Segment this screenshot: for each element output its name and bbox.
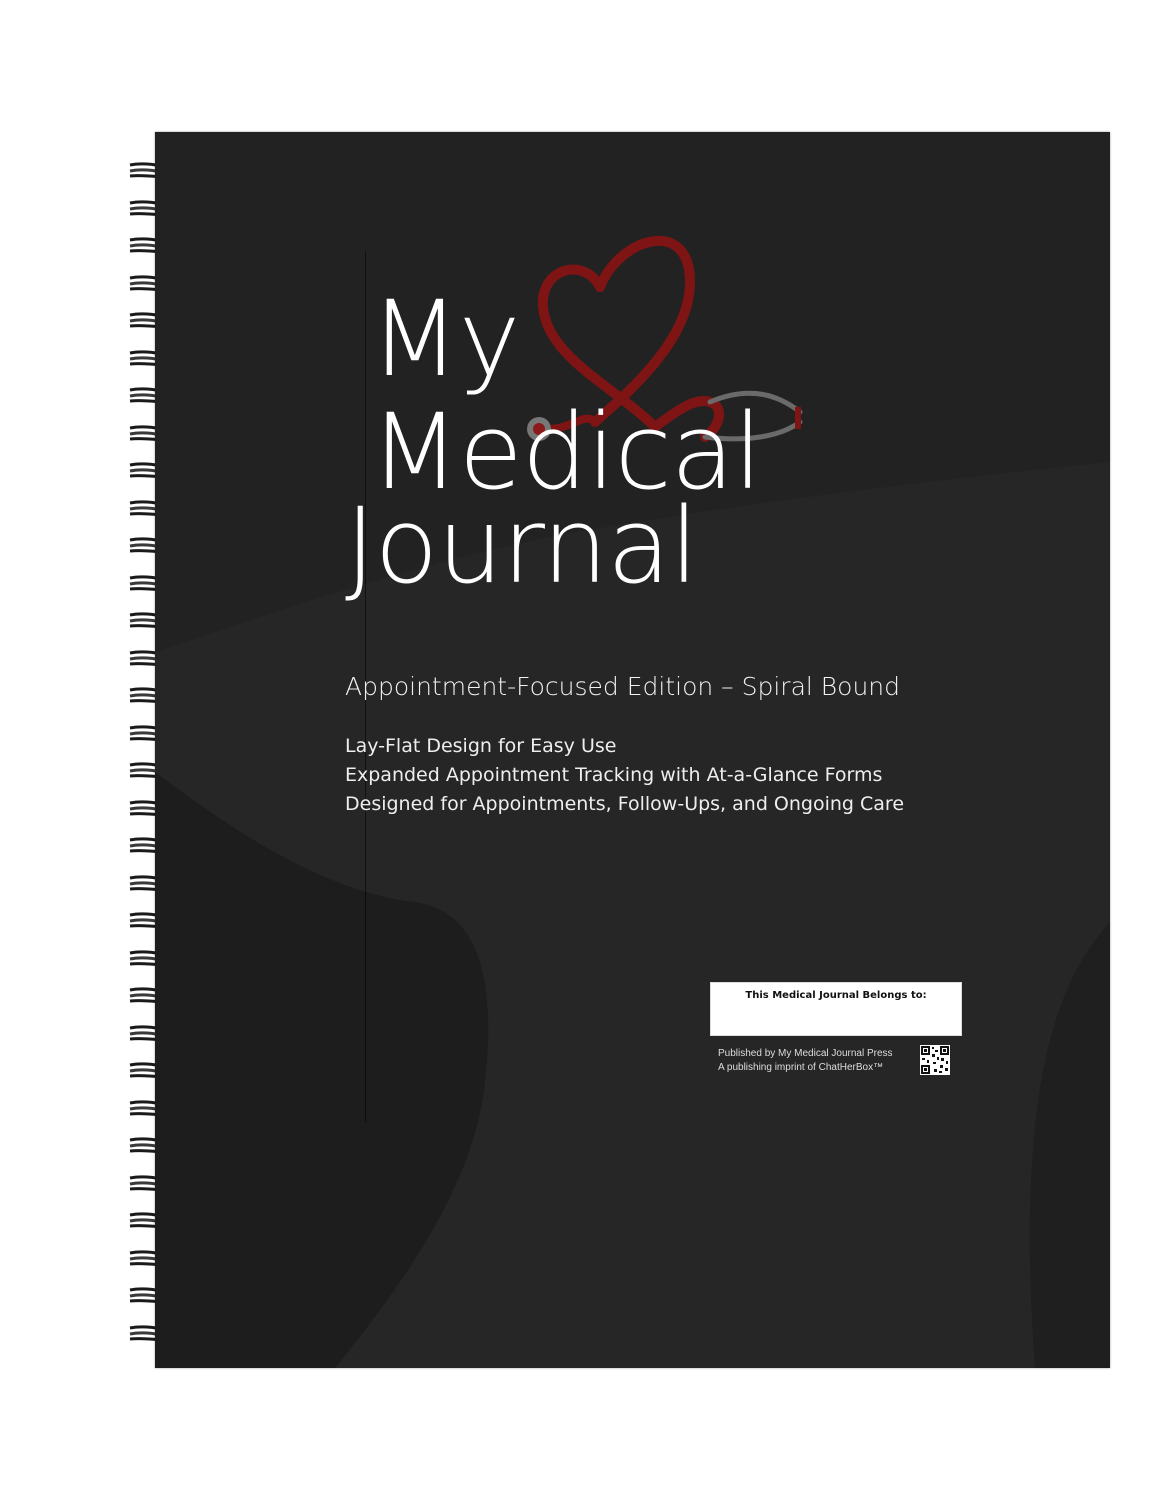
feature-list [345,732,904,819]
edition-subtitle: Appointment-Focused Edition – Spiral Bound [345,672,901,701]
title-line-my: My [370,278,520,400]
journal-cover [155,132,1110,1368]
feature-item: Designed for Appointments, Follow-Ups, and Ongoing Care [345,793,905,815]
publisher-imprint-line: A publishing imprint of ChatHerBox™ [718,1062,884,1073]
feature-item: Lay-Flat Design for Easy Use [345,735,617,757]
owner-field-label: This Medical Journal Belongs to: [745,990,927,1001]
title-line-medical: Medical [370,391,762,513]
owner-name-field[interactable] [710,982,962,1036]
feature-item: Expanded Appointment Tracking with At-a-Glance Forms [345,764,883,786]
qr-code-icon[interactable] [920,1045,950,1075]
publisher-info [718,1047,893,1075]
title-line-journal: Journal [345,485,698,607]
publisher-line: Published by My Medical Journal Press [718,1048,893,1059]
